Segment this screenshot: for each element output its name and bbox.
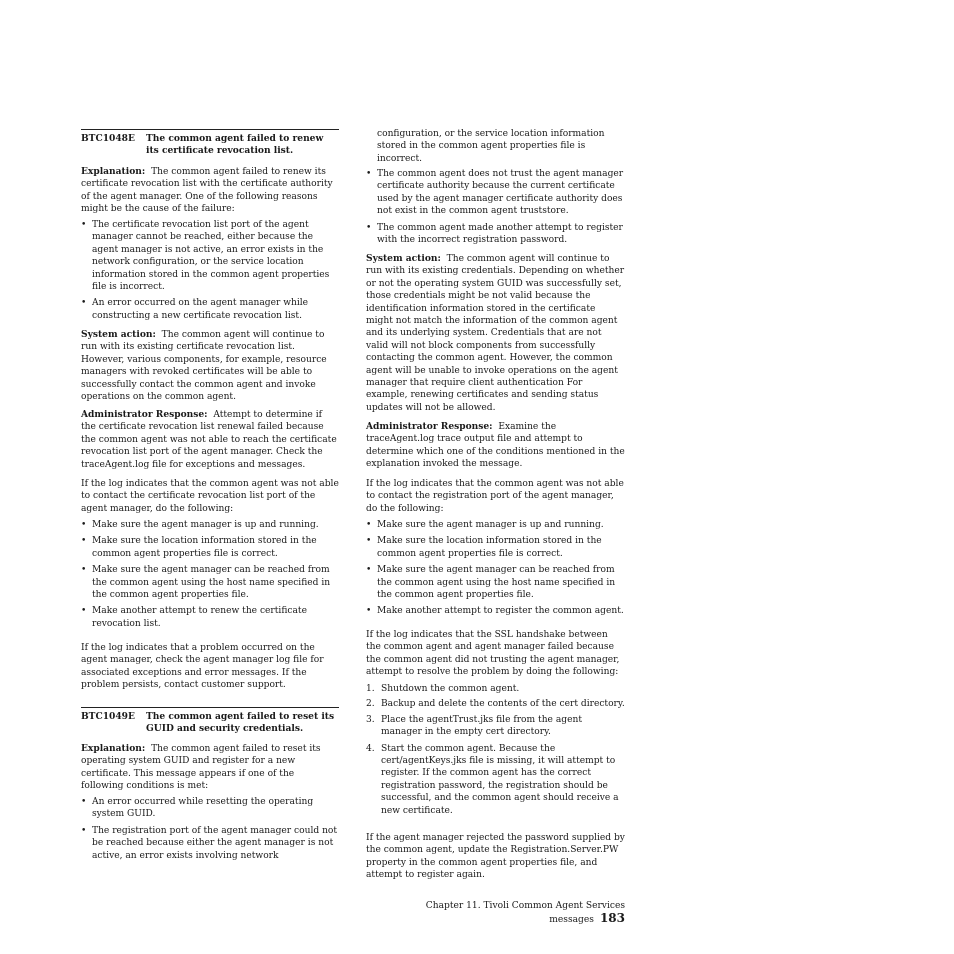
cause-list: [366, 168, 625, 246]
admin-response-label: Administrator Response:: [366, 421, 493, 432]
list-item: [366, 698, 625, 710]
steps-list: [81, 519, 339, 630]
admin-response-paragraph: [81, 409, 339, 471]
message-id: BTC1048E: [81, 133, 135, 144]
rejected-paragraph: If the agent manager rejected the password supplied by the common agent, update the Registration.Server.PW property in the common agent properties file, and attempt to register again.: [366, 833, 625, 881]
admin-response-text: Attempt to determine if the certificate revocation list renewal failed because the common agent was not able to reach the certificate revocation list port of the agent manager. Check the traceAgent.log file for exceptions and messages.: [81, 410, 337, 470]
step-text: Shutdown the common agent.: [381, 684, 520, 694]
step-text: Start the common agent. Because the cert/agentKeys.jks file is missing, it will attempt to register. If the common agent has the correct registration password, the registration should be successful, and the common agent should receive a new certificate.: [381, 743, 619, 816]
message-header: [81, 129, 339, 158]
message-title: The common agent failed to renew its certificate revocation list.: [146, 133, 324, 157]
list-item: • Make another attempt to renew the certificate revocation list.: [81, 605, 339, 630]
cause-list: [81, 219, 339, 322]
list-item: • Make sure the agent manager can be reached from the common agent using the host name specified in the common agent properties file.: [366, 564, 625, 601]
list-item: • Make another attempt to register the common agent.: [366, 605, 625, 617]
ssl-steps-list: [366, 683, 625, 817]
problem-paragraph: If the log indicates that a problem occurred on the agent manager, check the agent manager log file for associated exceptions and error messages. If the problem persists, contact customer support.: [81, 643, 324, 691]
steps-list: [366, 519, 625, 618]
page-number: 183: [599, 911, 625, 925]
cause-continued: configuration, or the service location information stored in the common agent properties file is incorrect.: [377, 129, 605, 164]
list-item: • The common agent does not trust the agent manager certificate authority because the current certificate used by the agent manager certificate authority does not exist in the common agent truststore.: [366, 168, 625, 218]
explanation-paragraph: [81, 166, 339, 216]
system-action-text: The common agent will continue to run with its existing credentials. Depending on whether or not the operating system GUID was successfully set, those credentials might be not valid because the identification information stored in the certificate might not match the information of the common agent and its underlying system. Credentials that are not valid will not block components from successfully contacting the common agent. However, the common agent will be unable to invoke operations on the agent manager that require client authentication For example, renewing certificates and sending status updates will not be allowed.: [366, 254, 625, 413]
if-log-paragraph: If the log indicates that the common agent was not able to contact the certificate revocation list port of the agent manager, do the following:: [81, 479, 339, 514]
explanation-label: Explanation:: [81, 166, 146, 177]
step-text: Place the agentTrust.jks file from the agent manager in the empty cert directory.: [381, 714, 582, 738]
step-number: 4.: [366, 743, 375, 754]
list-item: • Make sure the location information stored in the common agent properties file is correct.: [366, 535, 625, 560]
admin-response-label: Administrator Response:: [81, 409, 208, 420]
message-title: The common agent failed to reset its GUID and security credentials.: [146, 711, 335, 735]
ssl-intro-paragraph: If the log indicates that the SSL handshake between the common agent and agent manager failed because the common agent did not trusting the agent manager, attempt to resolve the problem by doing the following:: [366, 630, 620, 678]
list-item: [366, 743, 625, 817]
list-item: [366, 683, 625, 695]
system-action-paragraph: [81, 329, 339, 403]
list-item: • An error occurred while resetting the operating system GUID.: [81, 796, 339, 821]
admin-response-text: Examine the traceAgent.log trace output file and attempt to determine which one of the conditions mentioned in the explanation invoked the message.: [366, 422, 625, 470]
message-header: [81, 707, 339, 736]
step-text: Backup and delete the contents of the cert directory.: [381, 699, 625, 710]
page-footer: [376, 901, 625, 925]
message-btc1048e: [81, 129, 339, 158]
list-item: • Make sure the location information stored in the common agent properties file is correct.: [81, 535, 339, 560]
message-id: BTC1049E: [81, 711, 135, 722]
chapter-title: Chapter 11. Tivoli Common Agent Services messages: [425, 901, 625, 925]
system-action-label: System action:: [81, 329, 156, 340]
system-action-paragraph: [366, 253, 625, 414]
list-item: • The common agent made another attempt to register with the incorrect registration password.: [366, 222, 625, 247]
admin-response-paragraph: [366, 421, 625, 471]
list-item: • Make sure the agent manager is up and running.: [366, 519, 625, 531]
message-btc1049e: [81, 707, 339, 736]
system-action-text: The common agent will continue to run with its existing certificate revocation list. However, various components, for example, resource managers with revoked certificates will be able to successfully contact the common agent and invoke operations on the common agent.: [81, 330, 327, 403]
list-item: • Make sure the agent manager is up and running.: [81, 519, 339, 531]
step-number: 2.: [366, 699, 375, 710]
system-action-label: System action:: [366, 253, 441, 264]
list-item: • An error occurred on the agent manager while constructing a new certificate revocation list.: [81, 297, 339, 322]
explanation-paragraph: [81, 743, 339, 793]
list-item: • Make sure the agent manager can be reached from the common agent using the host name specified in the common agent properties file.: [81, 564, 339, 601]
step-number: 1.: [366, 684, 375, 694]
cause-list: [81, 796, 339, 862]
explanation-label: Explanation:: [81, 743, 146, 754]
if-log-paragraph: If the log indicates that the common agent was not able to contact the registration port of the agent manager, do the following:: [366, 479, 624, 514]
list-item: • The registration port of the agent manager could not be reached because either the agent manager is not active, an error exists involving network: [81, 825, 339, 862]
explanation-text: The common agent failed to reset its operating system GUID and register for a new certificate. This message appears if one of the following conditions is met:: [81, 744, 321, 792]
step-number: 3.: [366, 714, 375, 725]
list-item: [366, 714, 625, 739]
list-item: • The certificate revocation list port of the agent manager cannot be reached, either because the agent manager is not active, an error exists in the network configuration, or the service location information stored in the common agent properties file is incorrect.: [81, 219, 339, 293]
explanation-text: The common agent failed to renew its certificate revocation list with the certificate authority of the agent manager. One of the following reasons might be the cause of the failure:: [81, 167, 333, 215]
